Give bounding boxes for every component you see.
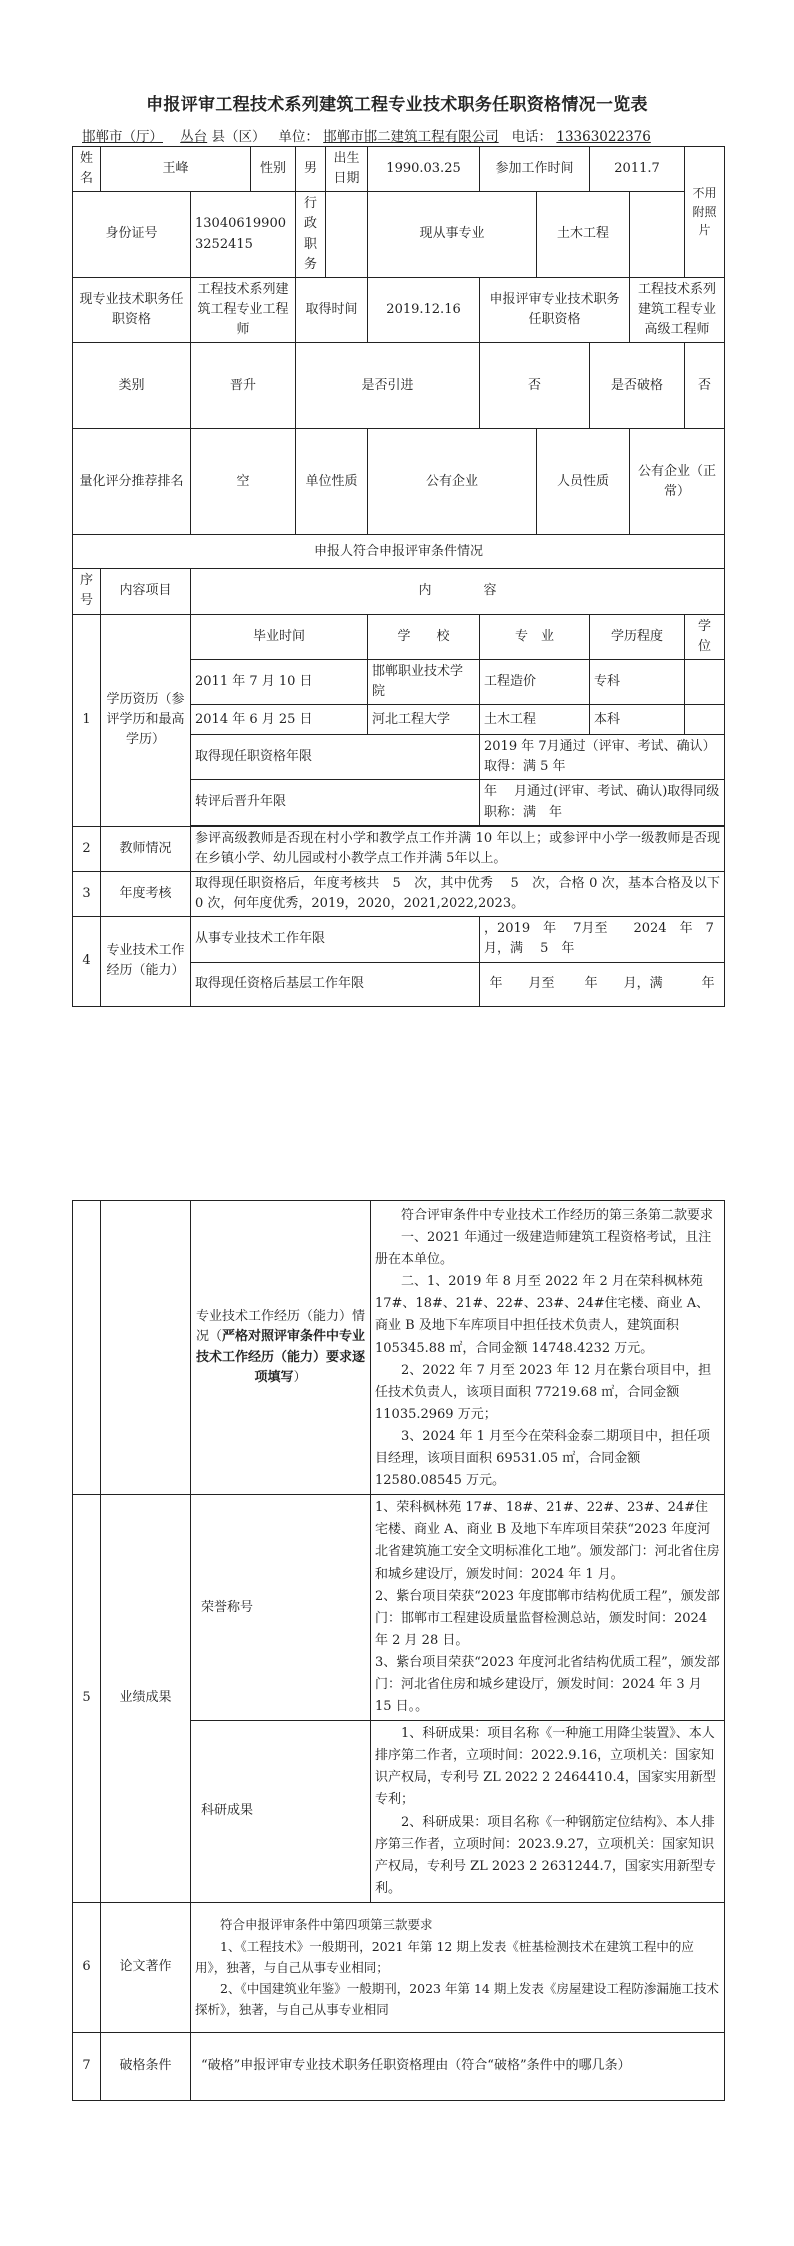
unit-nature-label: 单位性质 [296,429,368,535]
years-value: 2019 年 7月通过（评审、考试、确认）取得：满 5 年 [480,735,725,780]
category-label: 类别 [73,343,191,429]
transfer-label: 转评后晋升年限 [191,780,480,825]
main-table [72,146,725,1007]
edu-label: 学历资历（参评学历和最高学历） [101,614,191,826]
edu-row2-level: 本科 [590,705,685,735]
ability-para-1: 一、2021 年通过一级建造师建筑工程资格考试，且注册在本单位。 [375,1230,712,1268]
honor-para-1: 2、紫台项目荣获“2023 年度邯郸市结构优质工程”，颁发部门：邯郸市工程建设质量监督检测总站，颁发时间：2024 年 2 月 28 日。 [375,1588,720,1648]
ability-para-2: 二、1、2019 年 8 月至 2022 年 2 月在荣科枫林苑 17#、18#、21#、22#、23#、24#住宅楼、商业 A、商业 B 及地下车库项目中担任技术负责人，建筑面积 105345.88 ㎡，合同金额 14748.4232 万元。 [375,1274,710,1356]
apply-label: 申报评审专业技术职务任职资格 [480,277,630,342]
grassroots-label: 取得现任资格后基层工作年限 [191,962,480,1006]
cont-no-cell [73,1201,101,1495]
years-label: 取得现任职资格年限 [191,735,480,780]
edu-row1-level: 专科 [590,659,685,704]
continued-table [72,1200,725,2101]
edu-row2-major: 土木工程 [480,705,590,735]
edu-row1-school: 邯郸职业技术学院 [368,659,480,704]
work-start-label: 参加工作时间 [480,147,590,192]
teacher-label: 教师情况 [101,826,191,871]
honor-para-2: 3、紫台项目荣获“2023 年度河北省结构优质工程”，颁发部门：河北省住房和城乡建设厅，颁发时间：2024 年 3 月 15 日。。 [375,1654,720,1715]
unit-label: 单位： [278,129,319,145]
edu-header-degree: 学 位 [685,614,725,659]
introduce-value: 否 [480,343,590,429]
admin-label: 行政职务 [296,192,326,278]
apply-value: 工程技术系列建筑工程专业高级工程师 [630,277,725,342]
ability-label [191,1201,371,1495]
person-nature-label: 人员性质 [537,429,630,535]
category-value: 晋升 [191,343,296,429]
birth-label: 出生日期 [326,147,368,192]
honor-content [371,1495,725,1721]
annual-label: 年度考核 [101,871,191,916]
achievement-label: 业绩成果 [101,1495,191,1903]
birth-value: 1990.03.25 [368,147,480,192]
work-label: 专业技术工作经历（能力） [101,917,191,1006]
research-label: 科研成果 [191,1721,371,1903]
honor-para-0: 1、荣科枫林苑 17#、18#、21#、22#、23#、24#住宅楼、商业 A、商业 B 及地下车库项目荣获“2023 年度河北省建筑施工安全文明标准化工地”。颁发部门：河北省住房和城乡建设厅，颁发时间：2024 年 1 月。 [375,1500,720,1582]
transfer-value: 年 月通过(评审、考试、确认)取得同级职称：满 年 [480,780,725,825]
unit-value: 邯郸市邯二建筑工程有限公司 [323,129,499,145]
edu-header-time: 毕业时间 [191,614,368,659]
admin-value [326,192,368,278]
county-value: 丛台 [180,129,208,145]
paper-para-1: 1、《工程技术》一般期刊，2021 年第 12 期上发表《桩基检测技术在建筑工程中的应用》，独著，与自己从事专业相同； [195,1938,694,1975]
teacher-text: 参评高级教师是否现在村小学和教学点工作并满 10 年以上；或参评中小学一级教师是否现在乡镇小学、幼儿园或村小教学点工作并满 5年以上。 [191,826,725,871]
research-para-1: 2、科研成果：项目名称《一种钢筋定位结构》、本人排序第三作者，立项时间：2023.9.27，立项机关：国家知识产权局，专利号 ZL 2023 2 2631244.7，国家实用新型专利。 [375,1814,716,1896]
name-value: 王峰 [101,147,251,192]
ability-para-4: 3、2024 年 1 月至今在荣科金泰二期项目中，担任项目经理，该项目面积 69531.05 ㎡，合同金额 12580.08545 万元。 [375,1428,711,1489]
work-start-value: 2011.7 [590,147,685,192]
obtain-label: 取得时间 [296,277,368,342]
work-years-value: ，2019 年 7月至 2024 年 7 月，满 5 年 [480,917,725,962]
edu-row1-major: 工程造价 [480,659,590,704]
edu-header-level: 学历程度 [590,614,685,659]
major-value: 土木工程 [537,192,630,278]
city-value: 邯郸市（厅） [82,129,163,145]
edu-row1-degree [685,659,725,704]
exception-label: 是否破格 [590,343,685,429]
paper-content [191,1902,725,2032]
unit-nature-value: 公有企业 [368,429,537,535]
id-label: 身份证号 [73,192,191,278]
exception-cond-text: “破格”申报评审专业技术职务任职资格理由（符合“破格”条件中的哪几条） [191,2032,725,2100]
person-nature-value: 公有企业（正常） [630,429,725,535]
gender-value: 男 [296,147,326,192]
research-para-0: 1、科研成果：项目名称《一种施工用降尘装置》、本人排序第二作者，立项时间：2022.9.16，立项机关：国家知识产权局，专利号 ZL 2022 2 2464410.4，国家实用新型专利； [375,1726,716,1808]
section-title: 申报人符合申报评审条件情况 [73,535,725,569]
phone-label: 电话： [511,129,553,145]
edu-row2-school: 河北工程大学 [368,705,480,735]
edu-row1-time: 2011 年 7 月 10 日 [191,659,368,704]
annual-text: 取得现任职资格后，年度考核共 5 次，其中优秀 5 次，合格 0 次，基本合格及以下 0 次，何年度优秀，2019，2020，2021,2022,2023。 [191,871,725,916]
grassroots-value: 年 月至 年 月，满 年 [480,962,725,1006]
current-title-label: 现专业技术职务任职资格 [73,277,191,342]
exception-no: 7 [73,2032,101,2100]
exception-value: 否 [685,343,725,429]
page-title: 申报评审工程技术系列建筑工程专业技术职务任职资格情况一览表 [146,95,648,115]
photo-cell: 不用附照片 [685,147,725,278]
ability-content [371,1201,725,1495]
obtain-value: 2019.12.16 [368,277,480,342]
exception-cond-label: 破格条件 [101,2032,191,2100]
ability-label-a: 专业技术工作经历（能力）情况（ [195,1309,365,1345]
work-no: 4 [73,917,101,1006]
edu-row2-time: 2014 年 6 月 25 日 [191,705,368,735]
cont-item-cell [101,1201,191,1495]
edu-header-school: 学 校 [368,614,480,659]
research-content [371,1721,725,1903]
county-suffix: 县（区） [211,129,266,145]
ability-para-0: 符合评审条件中专业技术工作经历的第三条第二款要求 [401,1208,714,1223]
introduce-label: 是否引进 [296,343,480,429]
edu-header-major: 专 业 [480,614,590,659]
ability-label-c: ） [293,1369,307,1385]
paper-label: 论文著作 [101,1902,191,2032]
paper-no: 6 [73,1902,101,2032]
rank-label: 量化评分推荐排名 [73,429,191,535]
col-item-header: 内容项目 [101,569,191,614]
gender-label: 性别 [251,147,296,192]
achievement-no: 5 [73,1495,101,1903]
col-content-header: 内 容 [191,569,725,614]
edu-no: 1 [73,614,101,826]
phone-value: 13363022376 [556,129,651,145]
paper-para-0: 符合申报评审条件中第四项第三款要求 [220,1917,433,1933]
name-label: 姓名 [73,147,101,192]
major-label: 现从事专业 [368,192,537,278]
paper-para-2: 2、《中国建筑业年鉴》一般期刊，2023 年第 14 期上发表《房屋建设工程防渗漏施工技术探析》，独著，与自己从事专业相同 [195,1981,719,2018]
edu-row2-degree [685,705,725,735]
honor-label: 荣誉称号 [191,1495,371,1721]
work-years-label: 从事专业技术工作年限 [191,917,480,962]
col-no-header: 序号 [73,569,101,614]
id-value: 130406199003252415 [191,192,296,278]
header-line [82,125,651,145]
ability-para-3: 2、2022 年 7 月至 2023 年 12 月在紫台项目中，担任技术负责人，该项目面积 77219.68 ㎡，合同金额 11035.2969 万元； [375,1362,712,1422]
teacher-no: 2 [73,826,101,871]
rank-value: 空 [191,429,296,535]
annual-no: 3 [73,871,101,916]
ability-label-b: 严格对照评审条件中专业技术工作经历（能力）要求逐项填写 [195,1329,366,1385]
current-title-value: 工程技术系列建筑工程专业工程师 [191,277,296,342]
